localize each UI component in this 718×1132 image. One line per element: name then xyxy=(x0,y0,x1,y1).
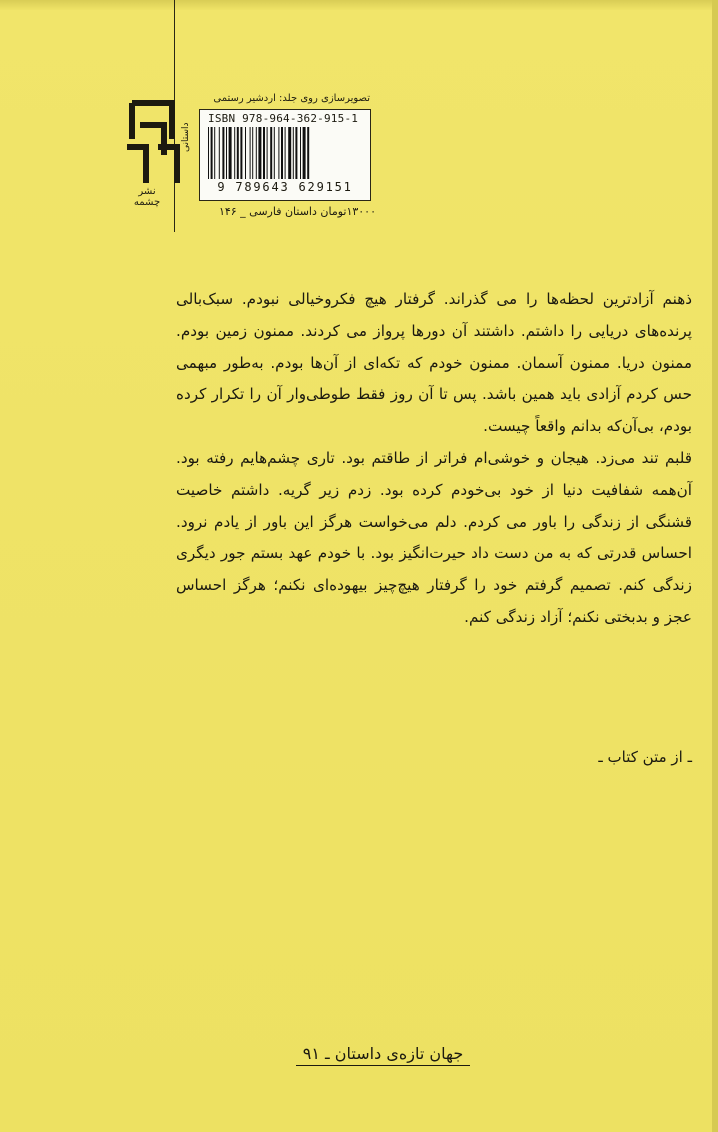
publisher-name: نشر چشمه xyxy=(133,186,161,208)
series-title: جهان تازه‌ی داستان ـ ۹۱ xyxy=(296,1044,470,1066)
isbn-number: ISBN 978-964-362-915-1 xyxy=(208,112,359,125)
publisher-logo-icon xyxy=(124,95,180,191)
excerpt-paragraph: قلبم تند می‌زد. هیجان و خوشی‌ام فراتر از طاقتم بود. تاری چشم‌هایم رفته بود. آن‌همه شفافیت دنیا از خود بی‌خودم کرده بود. زدم زیر گریه. داشتم خاصیت قشنگی از زندگی را باور می کردم. دلم می‌خواست هرگز این باور از یادم نرود. احساس قدرتی که به من دست داد حیرت‌انگیز بود. با خودم عهد بستم جور دیگری زندگی کنم. تصمیم گرفتم خود را گرفتار هیچ‌چیز بیهوده‌ای نکنم؛ هرگز احساس عجز و بدبختی نکنم؛ آزاد زندگی کنم. xyxy=(176,448,692,626)
excerpt-paragraph: ذهنم آزادترین لحظه‌ها را می گذراند. گرفتار هیچ فکروخیالی نبودم. سبک‌بالی پرنده‌های دریایی را داشتم. داشتند آن دورها پرواز می کردند. ممنون زمین بودم. ممنون دریا. ممنون آسمان. ممنون خودم که تکه‌ای از آن‌ها بودم. به‌طور مبهمی حس کردم آزادی باید همین باشد. پس تا آن روز فقط طوطی‌وار آن را تکرار کرده بودم، بی‌آن‌که بدانم واقعاً چیست. xyxy=(176,290,692,436)
cover-right-edge xyxy=(712,0,718,1132)
cover-designer-credit: تصویرسازی روی جلد: اردشیر رستمی xyxy=(213,93,370,104)
cover-top-edge xyxy=(0,0,718,10)
imprint-label: داستانی xyxy=(181,122,191,152)
book-excerpt xyxy=(176,284,692,634)
barcode-bars xyxy=(206,127,364,179)
price-and-category: ۱۳۰۰۰تومان داستان فارسی _ ۱۴۶ xyxy=(218,205,376,218)
isbn-barcode xyxy=(199,109,371,201)
barcode-digits: 9 789643 629151 xyxy=(217,180,353,194)
excerpt-attribution: ـ از متن کتاب ـ xyxy=(598,748,692,766)
